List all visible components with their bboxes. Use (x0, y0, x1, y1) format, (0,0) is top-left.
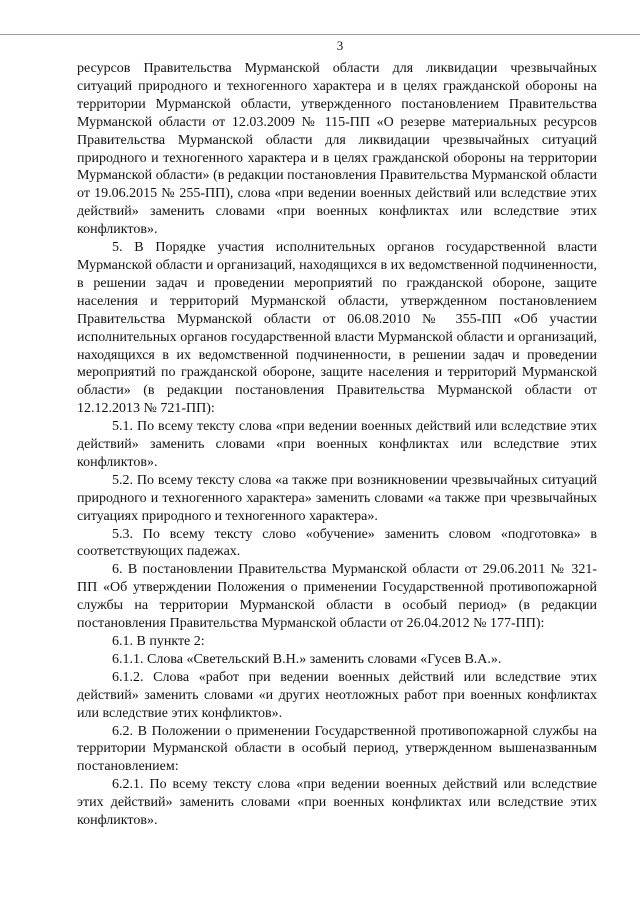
paragraph-continuation: ресурсов Правительства Мурманской области для ликвидации чрезвычайных ситуаций природного и техногенного характера и в целях гражданской обороны на территории Мурманской области, утвержденного постановлением Правительства Мурманской области от 12.03.2009 № 115-ПП «О резерве материальных ресурсов Правительства Мурманской области для ликвидации чрезвычайных ситуаций природного и техногенного характера и в целях гражданской обороны на территории Мурманской области» (в редакции постановления Правительства Мурманской области от 19.06.2015 № 255-ПП), слова «при ведении военных действий или вследствие этих действий» заменить словами «при военных конфликтах или вследствие этих конфликтов». (77, 61, 597, 238)
paragraph-item-5-2: 5.2. По всему тексту слова «а также при возникновении чрезвычайных ситуаций природного и техногенного характера» заменить словами «а также при чрезвычайных ситуациях природного и техногенного характера». (77, 472, 597, 524)
page-number: 3 (336, 38, 344, 53)
paragraph-item-5: 5. В Порядке участия исполнительных органов государственной власти Мурманской области и организаций, находящихся в их ведомственной подчиненности, в решении задач и проведении мероприятий по гражданской обороне, защите населения и территорий Мурманской области, утвержденном постановлением Правительства Мурманской области от 06.08.2010 № 355-ПП «Об участии исполнительных органов государственной власти Мурманской области и организаций, находящихся в их ведомственной подчиненности, в решении задач и проведении мероприятий по гражданской обороне, защите населения и территорий Мурманской области» (в редакции постановления Правительства Мурманской области от 12.12.2013 № 721-ПП): (77, 240, 597, 417)
paragraph-item-5-1: 5.1. По всему тексту слова «при ведении военных действий или вследствие этих действий» заменить словами «при военных конфликтах или вследствие этих конфликтов». (77, 419, 597, 470)
paragraph-item-6-2: 6.2. В Положении о применении Государственной противопожарной службы на территории Мурманской области в особый период, утвержденном вышеназванным постановлением: (77, 723, 597, 775)
paragraph-item-6-1: 6.1. В пункте 2: (112, 634, 205, 649)
paragraph-item-5-3: 5.3. По всему тексту слово «обучение» заменить словом «подготовка» в соответствующих падежах. (77, 526, 597, 560)
paragraph-item-6-1-1: 6.1.1. Слова «Светельский В.Н.» заменить словами «Гусев В.А.». (112, 651, 502, 667)
paragraph-item-6-1-2: 6.1.2. Слова «работ при ведении военных действий или вследствие этих действий» заменить словами «и других неотложных работ при военных конфликтах или вследствие этих конфликтов». (77, 669, 597, 721)
document-body (77, 60, 597, 830)
top-rule (0, 34, 640, 35)
paragraph-item-6: 6. В постановлении Правительства Мурманской области от 29.06.2011 № 321-ПП «Об утверждении Положения о применении Государственной противопожарной службы на территории Мурманской области в особый период» (в редакции постановления Правительства Мурманской области от 26.04.2012 № 177-ПП): (77, 562, 597, 632)
paragraph-item-6-2-1: 6.2.1. По всему тексту слова «при ведении военных действий или вследствие этих действий» заменить словами «при военных конфликтах или вследствие этих конфликтов». (77, 777, 597, 829)
